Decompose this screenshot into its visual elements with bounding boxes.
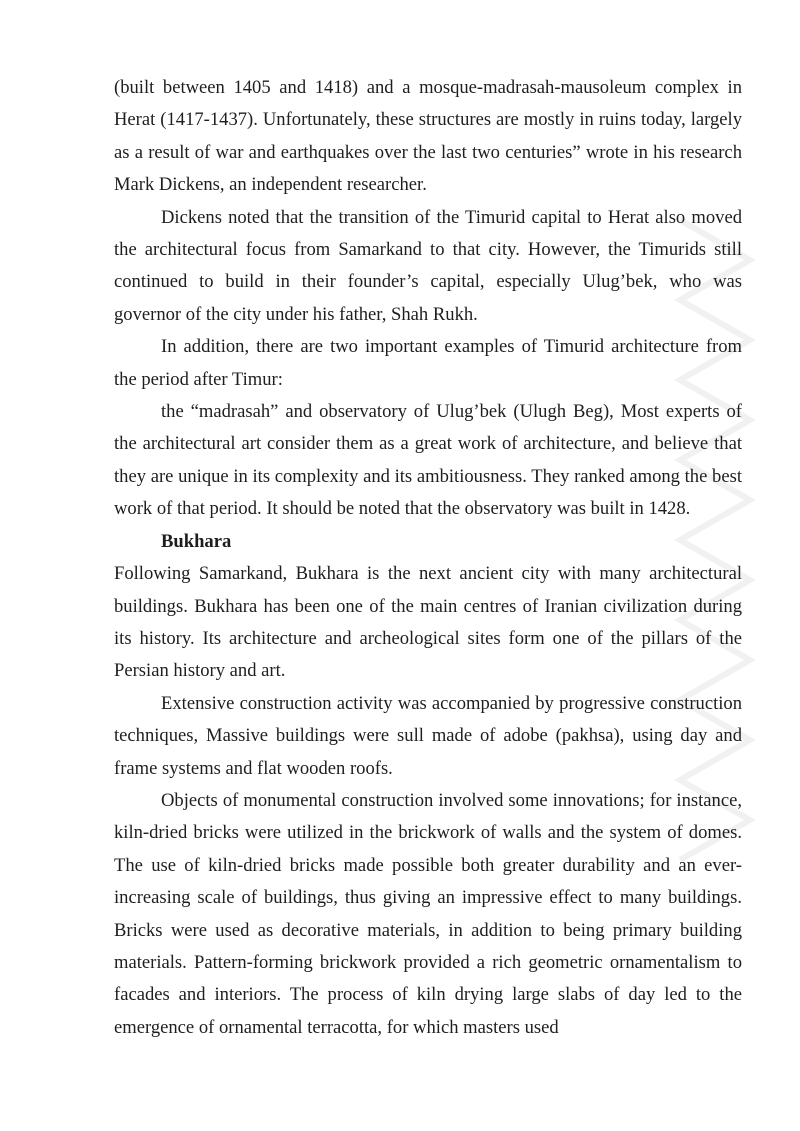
body-text: [114, 72, 742, 1044]
paragraph-1: (built between 1405 and 1418) and a mosque-madrasah-mausoleum complex in Herat (1417-1437). Unfortunately, these structures are mostly in ruins today, largely as a result of war and earthquakes over the last two centuries” wrote in his research Mark Dickens, an independent researcher.: [114, 77, 742, 196]
paragraph-3: In addition, there are two important examples of Timurid architecture from the period after Timur:: [114, 336, 742, 390]
paragraph-7: Objects of monumental construction involved some innovations; for instance, kiln-dried bricks were utilized in the brickwork of walls and the system of domes. The use of kiln-dried bricks made possible both greater durability and an ever-increasing scale of buildings, thus giving an impressive effect to many buildings. Bricks were used as decorative materials, in addition to being primary building materials. Pattern-forming brickwork provided a rich geometric ornamentalism to facades and interiors. The process of kiln drying large slabs of day led to the emergence of ornamental terracotta, for which masters used: [114, 789, 742, 1038]
paragraph-5: Following Samarkand, Bukhara is the next ancient city with many architectural buildings. Bukhara has been one of the main centres of Iranian civilization during its history. Its architecture and archeological sites form one of the pillars of the Persian history and art.: [114, 563, 742, 682]
paragraph-2: Dickens noted that the transition of the Timurid capital to Herat also moved the architectural focus from Samarkand to that city. However, the Timurids still continued to build in their founder’s capital, especially Ulug’bek, who was governor of the city under his father, Shah Rukh.: [114, 206, 742, 325]
paragraph-4: the “madrasah” and observatory of Ulug’bek (Ulugh Beg), Most experts of the architectural art consider them as a great work of architecture, and believe that they are unique in its complexity and its ambitiousness. They ranked among the best work of that period. It should be noted that the observatory was built in 1428.: [114, 401, 742, 520]
paragraph-6: Extensive construction activity was accompanied by progressive construction techniques, Massive buildings were sull made of adobe (pakhsa), using day and frame systems and flat wooden roofs.: [114, 692, 742, 779]
section-heading-bukhara: Bukhara: [161, 530, 232, 552]
